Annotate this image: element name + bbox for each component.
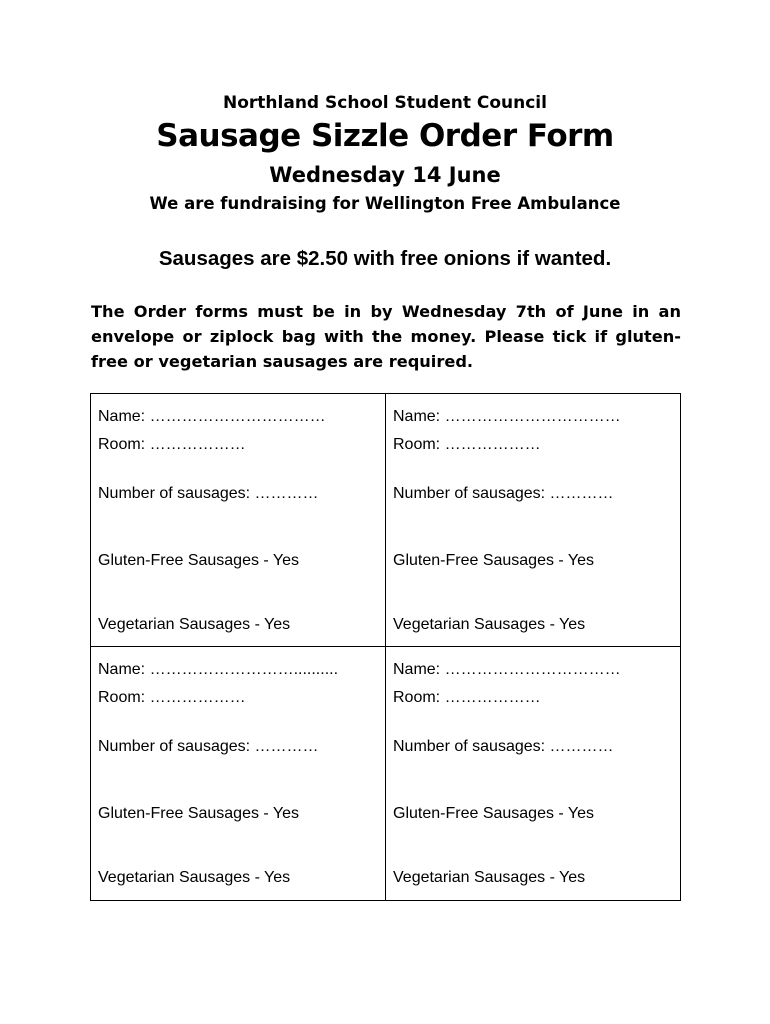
order-slot-4	[386, 647, 676, 899]
vegetarian-option[interactable]: Vegetarian Sausages - Yes	[393, 616, 586, 633]
sausage-count-field[interactable]: Number of sausages: …………	[393, 738, 614, 755]
gluten-free-option[interactable]: Gluten-Free Sausages - Yes	[393, 805, 595, 822]
council-heading: Northland School Student Council	[223, 93, 547, 113]
sausage-count-field[interactable]: Number of sausages: …………	[393, 485, 614, 502]
room-field[interactable]: Room: ………………	[393, 436, 541, 453]
vegetarian-option[interactable]: Vegetarian Sausages - Yes	[98, 869, 291, 886]
page-title: Sausage Sizzle Order Form	[156, 118, 614, 154]
name-field[interactable]: Name: ……………………………	[393, 661, 621, 678]
name-field[interactable]: Name: ……………………………	[98, 408, 326, 425]
order-slot-3	[91, 647, 381, 899]
room-field[interactable]: Room: ………………	[98, 689, 246, 706]
name-field[interactable]: Name: ……………………………	[393, 408, 621, 425]
room-field[interactable]: Room: ………………	[98, 436, 246, 453]
sausage-count-field[interactable]: Number of sausages: …………	[98, 485, 319, 502]
event-date: Wednesday 14 June	[269, 163, 501, 187]
gluten-free-option[interactable]: Gluten-Free Sausages - Yes	[98, 552, 300, 569]
instructions-paragraph: The Order forms must be in by Wednesday 7th of June in an envelope or ziplock bag with the money. Please tick if gluten-free or vegetarian sausages are required.	[91, 302, 681, 371]
fundraising-note: We are fundraising for Wellington Free Ambulance	[149, 194, 621, 213]
vegetarian-option[interactable]: Vegetarian Sausages - Yes	[393, 869, 586, 886]
sausage-count-field[interactable]: Number of sausages: …………	[98, 738, 319, 755]
order-table	[90, 393, 681, 901]
name-field[interactable]: Name: ………………………..........	[98, 661, 339, 678]
room-field[interactable]: Room: ………………	[393, 689, 541, 706]
gluten-free-option[interactable]: Gluten-Free Sausages - Yes	[393, 552, 595, 569]
gluten-free-option[interactable]: Gluten-Free Sausages - Yes	[98, 805, 300, 822]
order-slot-2	[386, 394, 676, 646]
price-note: Sausages are $2.50 with free onions if wanted.	[158, 247, 612, 270]
vegetarian-option[interactable]: Vegetarian Sausages - Yes	[98, 616, 291, 633]
order-slot-1	[91, 394, 381, 646]
